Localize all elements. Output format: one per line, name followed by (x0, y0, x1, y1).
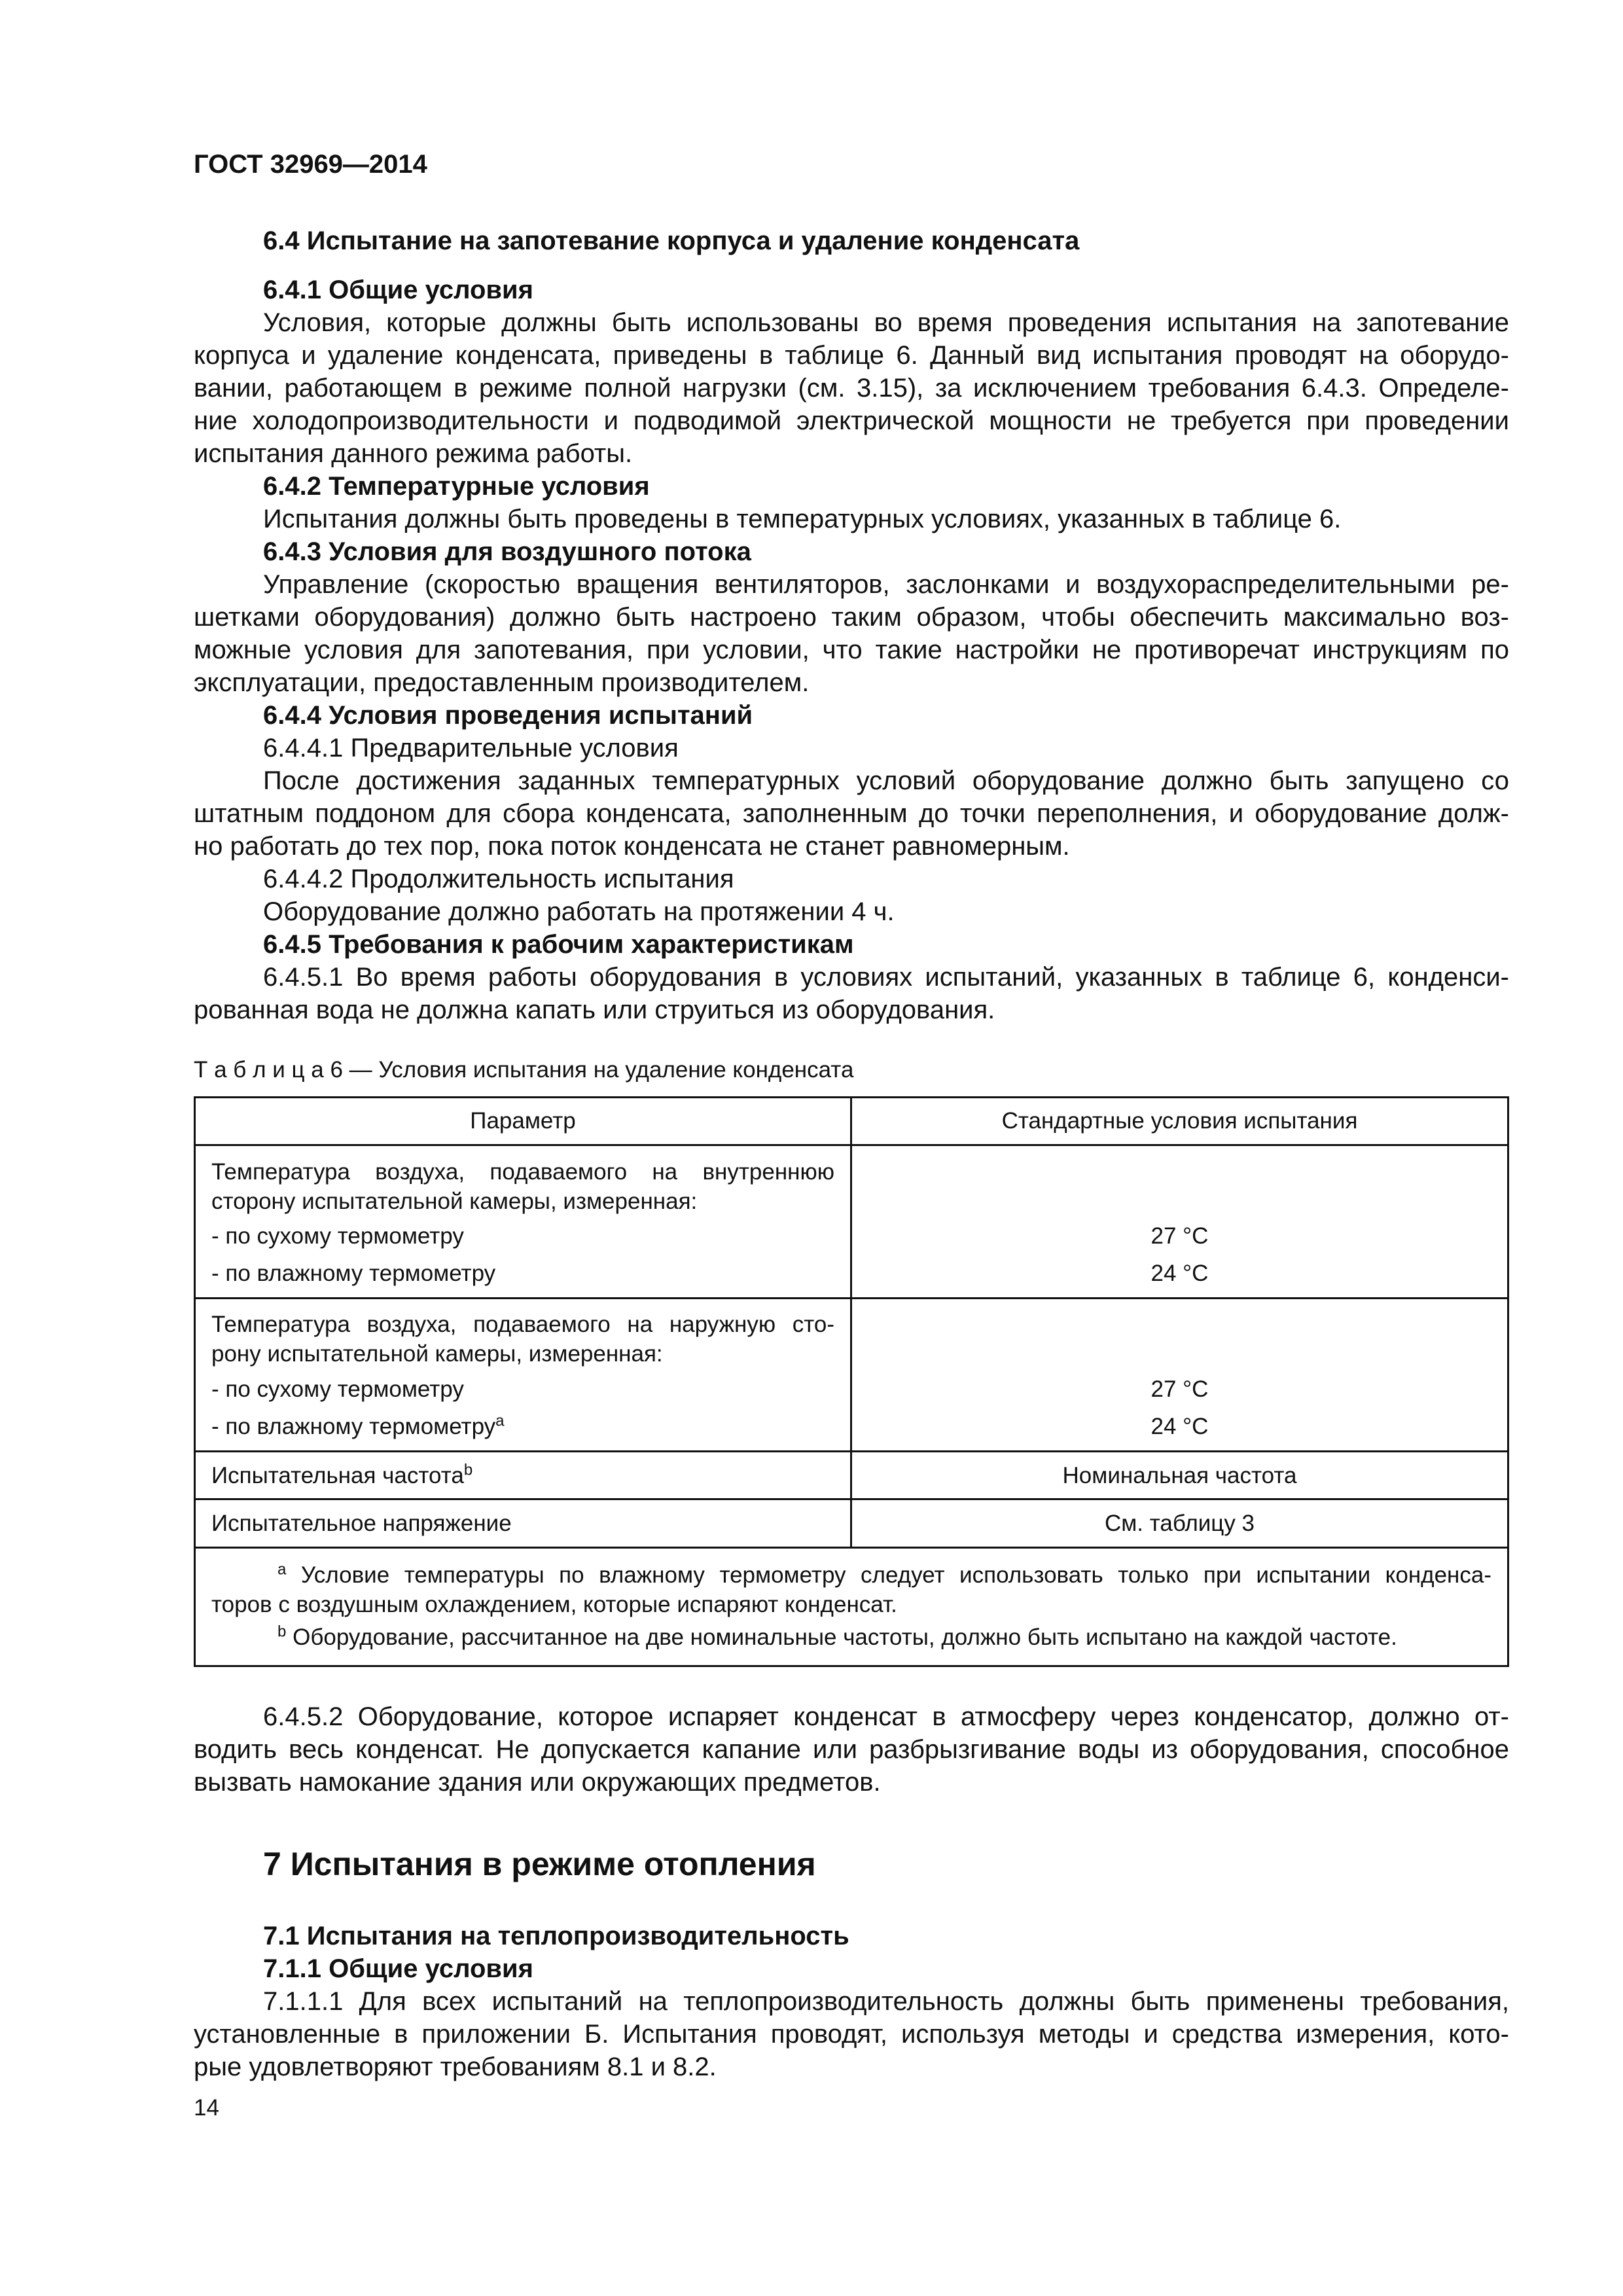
table-cell-value: См. таблицу 3 (1104, 1511, 1255, 1536)
paragraph-line: Управление (скоростью вращения вентиляторов, заслонками и воздухораспределительными ре- (263, 570, 1509, 599)
table-footnote-a (277, 1560, 1491, 1590)
table-cell-text-part: - по влажному термометру (211, 1414, 496, 1439)
table-footnote-text: Оборудование, рассчитанное на две номинальные частоты, должно быть испытано на каждой частоте. (293, 1624, 1397, 1650)
table-caption (194, 1055, 853, 1085)
table-cell-text: - по сухому термометру (211, 1223, 464, 1249)
paragraph-line: но работать до тех пор, пока поток конденсата не станет равномерным. (194, 832, 1070, 861)
table-rule-header (196, 1144, 1507, 1146)
paragraph-line: Оборудование должно работать на протяжении 4 ч. (263, 897, 895, 926)
paragraph-line: рованная вода не должна капать или струиться из оборудования. (194, 996, 995, 1024)
paragraph-line: шетками оборудования) должно быть настроено таким образом, чтобы обеспечить максимально воз- (194, 603, 1509, 632)
paragraph-line: испытания данного режима работы. (194, 439, 633, 468)
table-cell-text: Температура воздуха, подаваемого на наружную сто- (211, 1312, 834, 1337)
paragraph-line: установленные в приложении Б. Испытания проводят, используя методы и средства измерения, кото- (194, 2020, 1509, 2049)
table-cell-value: 27 °C (1150, 1376, 1209, 1402)
table-cell-text: Температура воздуха, подаваемого на внутреннюю (211, 1159, 834, 1185)
paragraph-line: корпуса и удаление конденсата, приведены в таблице 6. Данный вид испытания проводят на оборудо- (194, 341, 1509, 370)
section-7-1-title: 7.1 Испытания на теплопроизводительность (263, 1922, 849, 1950)
table-cell-value: Номинальная частота (1062, 1463, 1297, 1488)
footnote-mark-a: a (277, 1560, 287, 1579)
section-6-4-4-2-title: 6.4.4.2 Продолжительность испытания (263, 865, 734, 893)
paragraph-line: штатным поддоном для сбора конденсата, заполненным до точки переполнения, и оборудование долж- (194, 799, 1509, 828)
paragraph-line: вызвать намокание здания или окружающих предметов. (194, 1768, 881, 1797)
section-6-4-1-title: 6.4.1 Общие условия (263, 276, 533, 304)
section-6-4-4-title: 6.4.4 Условия проведения испытаний (263, 701, 753, 730)
table-caption-word: Т а б л и ц а (194, 1057, 324, 1083)
paragraph-line: водить весь конденсат. Не допускается капание или разбрызгивание воды из оборудования, способное (194, 1735, 1509, 1764)
section-6-4-title: 6.4 Испытание на запотевание корпуса и удаление конденсата (263, 226, 1080, 255)
section-6-4-5-title: 6.4.5 Требования к рабочим характеристикам (263, 930, 854, 959)
paragraph-line: эксплуатации, предоставленным производителем. (194, 668, 810, 697)
paragraph-line: рые удовлетворяют требованиям 8.1 и 8.2. (194, 2053, 717, 2081)
table-footnote-a-cont: торов с воздушным охлаждением, которые испаряют конденсат. (211, 1592, 897, 1617)
section-7-1-1-title: 7.1.1 Общие условия (263, 1954, 533, 1983)
paragraph-line: 7.1.1.1 Для всех испытаний на теплопроизводительность должны быть применены требования, (263, 1987, 1509, 2016)
table-rule-row3 (196, 1498, 1507, 1500)
table-6 (194, 1096, 1509, 1667)
table-cell-text-part: Испытательная частота (211, 1463, 464, 1488)
table-cell-text: Испытательное напряжение (211, 1511, 512, 1536)
section-6-4-4-1-title: 6.4.4.1 Предварительные условия (263, 734, 679, 762)
paragraph-line: можные условия для запотевания, при условии, что такие настройки не противоречат инструкциям по (194, 636, 1509, 664)
table-cell-text: - по влажному термометру (211, 1261, 496, 1286)
doc-header-id: ГОСТ 32969—2014 (194, 150, 427, 179)
table-header-conditions: Стандартные условия испытания (1001, 1108, 1358, 1134)
table-rule-row2 (196, 1450, 1507, 1452)
table-footnote-text: Условие температуры по влажному термометру следует использовать только при испытании конденса- (300, 1562, 1491, 1588)
table-cell-text: рону испытательной камеры, измеренная: (211, 1341, 663, 1367)
paragraph-line: После достижения заданных температурных условий оборудование должно быть запущено со (263, 766, 1509, 795)
paragraph-line: 6.4.5.2 Оборудование, которое испаряет конденсат в атмосферу через конденсатор, должно от- (263, 1702, 1509, 1731)
table-rule-row4 (196, 1547, 1507, 1549)
table-cell-text (211, 1412, 505, 1441)
section-6-4-3-title: 6.4.3 Условия для воздушного потока (263, 537, 751, 566)
section-7-title: 7 Испытания в режиме отопления (263, 1846, 816, 1882)
table-cell-text (211, 1461, 473, 1490)
page-number: 14 (194, 2095, 219, 2121)
footnote-mark-b: b (277, 1623, 287, 1641)
paragraph-line: вании, работающем в режиме полной нагрузки (см. 3.15), за исключением требования 6.4.3. Определе- (194, 374, 1509, 403)
section-6-4-2-title: 6.4.2 Температурные условия (263, 472, 650, 501)
footnote-ref-a: a (495, 1412, 505, 1430)
table-caption-text: 6 — Условия испытания на удаление конденсата (330, 1057, 854, 1083)
paragraph-line: Испытания должны быть проведены в температурных условиях, указанных в таблице 6. (263, 505, 1342, 533)
paragraph-line: Условия, которые должны быть использованы во время проведения испытания на запотевание (263, 308, 1509, 337)
table-header-param: Параметр (470, 1108, 576, 1134)
table-cell-value: 24 °C (1150, 1261, 1209, 1286)
table-cell-text: - по сухому термометру (211, 1376, 464, 1402)
table-cell-value: 24 °C (1150, 1414, 1209, 1439)
table-footnote-b (277, 1623, 1397, 1652)
paragraph-line: ние холодопроизводительности и подводимой электрической мощности не требуется при проведении (194, 406, 1509, 435)
paragraph-line: 6.4.5.1 Во время работы оборудования в условиях испытаний, указанных в таблице 6, конденси- (263, 963, 1509, 992)
table-cell-text: сторону испытательной камеры, измеренная: (211, 1189, 698, 1214)
table-rule-row1 (196, 1297, 1507, 1299)
footnote-ref-b: b (463, 1461, 473, 1479)
table-cell-value: 27 °C (1150, 1223, 1209, 1249)
